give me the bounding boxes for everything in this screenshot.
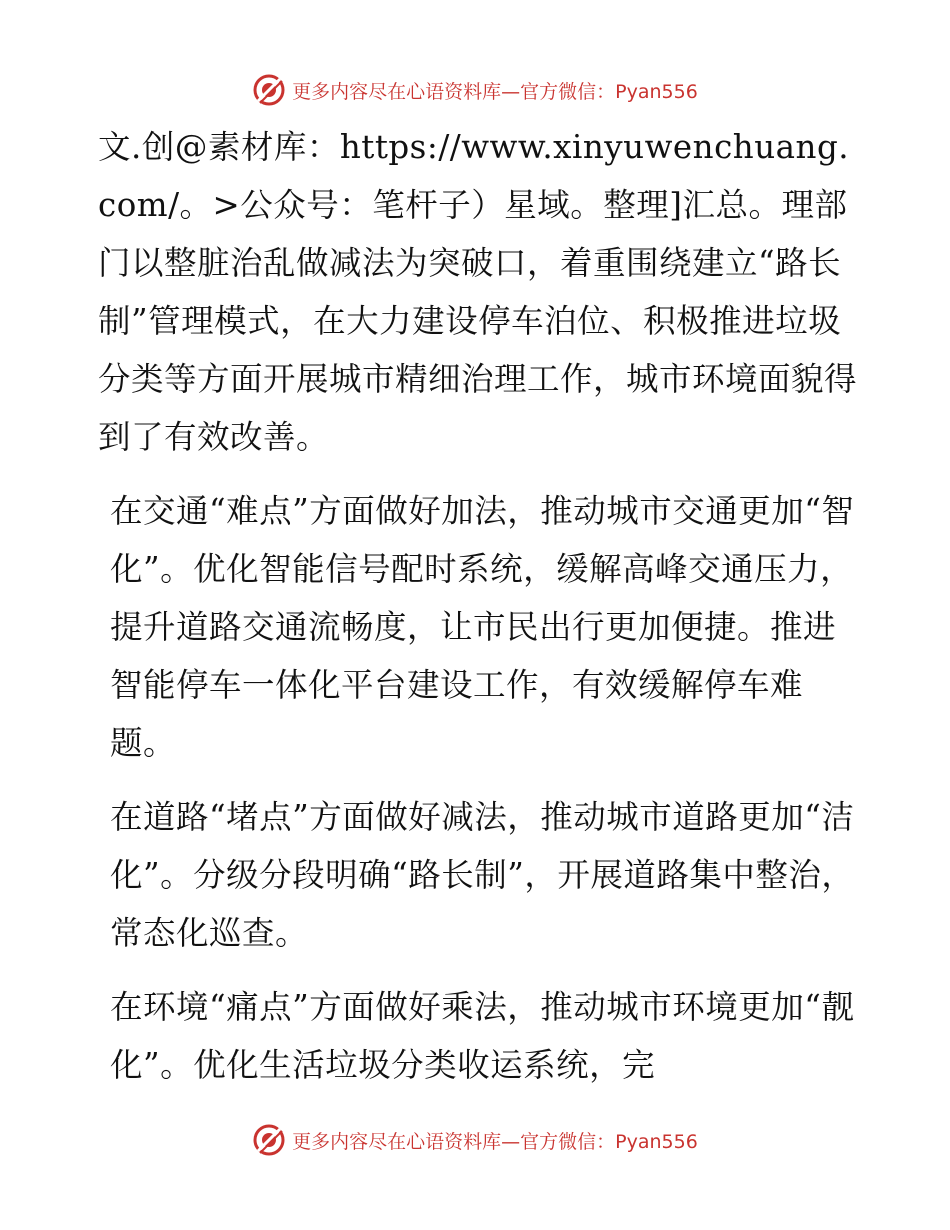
header-banner [0, 70, 950, 110]
footer-banner [0, 1120, 950, 1160]
paragraph-2: 在交通“难点”方面做好加法，推动城市交通更加“智化”。优化智能信号配时系统，缓解高峰交通压力，提升道路交通流畅度，让市民出行更加便捷。推进智能停车一体化平台建设工作，有效缓解停车难题。 [110, 492, 855, 762]
paragraph-4: 在环境“痛点”方面做好乘法，推动城市环境更加“靓化”。优化生活垃圾分类收运系统，完 [110, 988, 855, 1084]
logo-icon [252, 1123, 286, 1157]
paragraph-3: 在道路“堵点”方面做好减法，推动城市道路更加“洁化”。分级分段明确“路长制”，开展道路集中整治，常态化巡查。 [110, 798, 855, 952]
banner-separator: — [501, 80, 521, 103]
banner-text [292, 1127, 698, 1154]
banner-text [292, 77, 698, 104]
banner-title: 更多内容尽在心语资料库 [292, 1130, 502, 1153]
banner-wechat: 官方微信：Pyan556 [520, 80, 698, 103]
banner-title: 更多内容尽在心语资料库 [292, 80, 502, 103]
logo-icon [252, 73, 286, 107]
banner-separator: — [501, 1130, 521, 1153]
paragraph-1: 文.创@素材库：https://www.xinyuwenchuang.com/。>公众号：笔杆子）星域。整理]汇总。理部门以整脏治乱做减法为突破口，着重围绕建立“路长制”管理模式，在大力建设停车泊位、积极推进垃圾分类等方面开展城市精细治理工作，城市环境面貌得到了有效改善。 [98, 128, 858, 456]
document-body [98, 118, 858, 1094]
banner-wechat: 官方微信：Pyan556 [520, 1130, 698, 1153]
